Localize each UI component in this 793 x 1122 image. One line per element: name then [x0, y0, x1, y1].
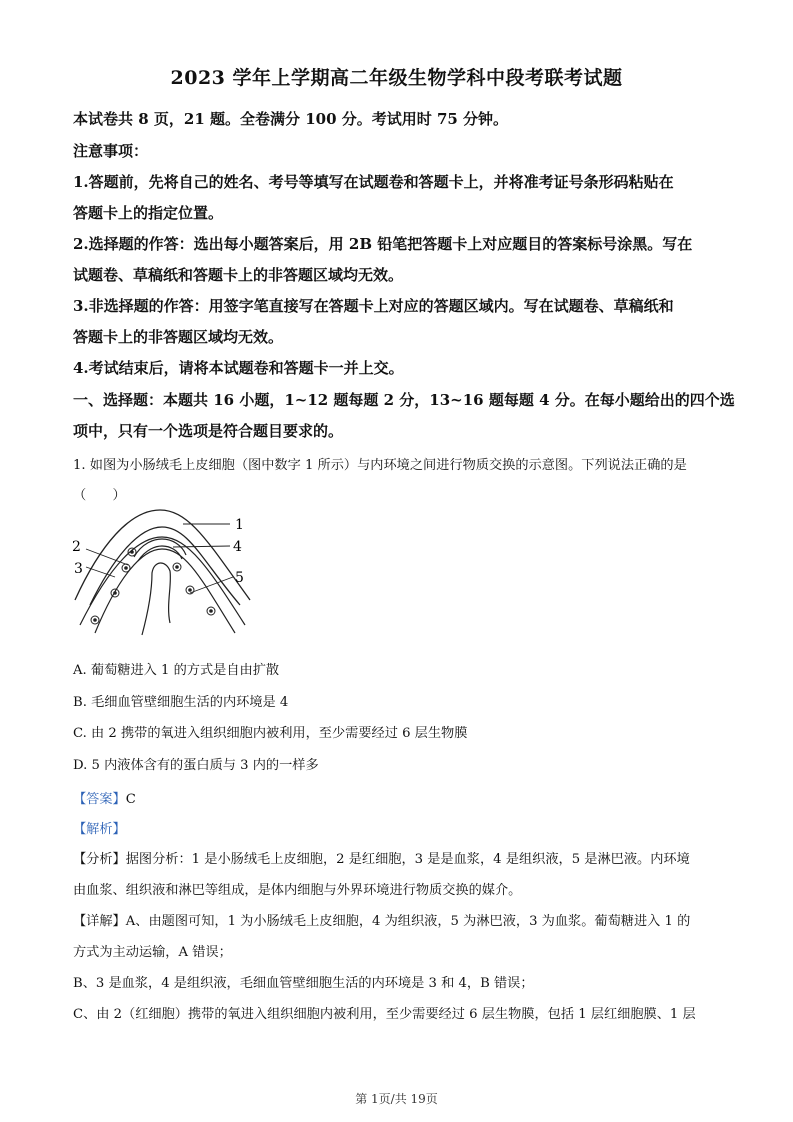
xiangjie-text: A、由题图可知，1 为小肠绒毛上皮细胞，4 为组织液，5 为淋巴液，3 为血浆。葡萄糖进入 1 的	[125, 914, 691, 929]
notice-line: 2.选择题的作答：选出每小题答案后，用 2B 铅笔把答题卡上对应题目的答案标号涂黑。写在	[73, 235, 693, 253]
exam-summary: 本试卷共 8 页，21 题。全卷满分 100 分。考试用时 75 分钟。	[73, 110, 509, 128]
section-heading: 一、选择题：本题共 16 小题，1~12 题每题 2 分，13~16 题每题 4 分。在每小题给出的四个选	[73, 391, 735, 409]
fenxi-line	[73, 848, 690, 867]
answer-value: C	[125, 792, 136, 807]
question-stem: （ ）	[73, 488, 126, 503]
notice-line: 试题卷、草稿纸和答题卡上的非答题区域均无效。	[73, 266, 404, 284]
notice-line: 4.考试结束后，请将本试题卷和答题卡一并上交。	[73, 359, 404, 377]
xiangjie-line	[73, 910, 690, 929]
leader-2	[86, 549, 128, 565]
label-5: 5	[235, 570, 244, 586]
villus-diagram	[70, 505, 260, 640]
notice-line: 答题卡上的指定位置。	[73, 204, 224, 222]
tissue-arc-inner	[138, 546, 182, 561]
notice-heading: 注意事项：	[73, 142, 149, 160]
leader-5	[190, 577, 233, 593]
label-3: 3	[74, 561, 83, 577]
question-stem: 1. 如图为小肠绒毛上皮细胞（图中数字 1 所示）与内环境之间进行物质交换的示意图。下列说法正确的是	[73, 458, 687, 473]
page-title: 2023 学年上学期高二年级生物学科中段考联考试题	[170, 67, 623, 89]
fenxi-text: 据图分析：1 是小肠绒毛上皮细胞，2 是红细胞，3 是是血浆，4 是组织液，5 是淋巴液。内环境	[125, 852, 690, 867]
analysis-tag: 【解析】	[73, 822, 126, 837]
page-number: 第 1页/共 19页	[355, 1092, 438, 1106]
label-1: 1	[235, 517, 244, 533]
explanation-b: B、3 是血浆，4 是组织液，毛细血管壁细胞生活的内环境是 3 和 4，B 错误；	[73, 976, 534, 991]
fenxi-tag: 【分析】	[73, 852, 126, 867]
xiangjie-line-2: 方式为主动运输，A 错误；	[73, 945, 232, 960]
option-a: A. 葡萄糖进入 1 的方式是自由扩散	[73, 663, 280, 678]
option-b: B. 毛细血管壁细胞生活的内环境是 4	[73, 695, 289, 710]
fenxi-line-2: 由血浆、组织液和淋巴等组成，是体内细胞与外界环境进行物质交换的媒介。	[73, 883, 522, 898]
label-4: 4	[233, 539, 242, 555]
notice-line: 1.答题前，先将自己的姓名、考号等填写在试题卷和答题卡上，并将准考证号条形码粘贴在	[73, 173, 674, 191]
leader-4	[173, 546, 230, 547]
xiangjie-tag: 【详解】	[73, 914, 126, 929]
label-2: 2	[72, 539, 81, 555]
lacteal-line	[142, 563, 170, 635]
explanation-c: C、由 2（红细胞）携带的氧进入组织细胞内被利用，至少需要经过 6 层生物膜，包括 1 层红细胞膜、1 层	[73, 1007, 696, 1022]
section-heading: 项中，只有一个选项是符合题目要求的。	[73, 422, 344, 440]
notice-line: 答题卡上的非答题区域均无效。	[73, 328, 284, 346]
answer-tag: 【答案】	[73, 792, 126, 807]
notice-line: 3.非选择题的作答：用签字笔直接写在答题卡上对应的答题区域内。写在试题卷、草稿纸和	[73, 297, 674, 315]
option-d: D. 5 内液体含有的蛋白质与 3 内的一样多	[73, 758, 319, 773]
answer-line	[73, 788, 136, 807]
option-c: C. 由 2 携带的氧进入组织细胞内被利用，至少需要经过 6 层生物膜	[73, 726, 468, 741]
